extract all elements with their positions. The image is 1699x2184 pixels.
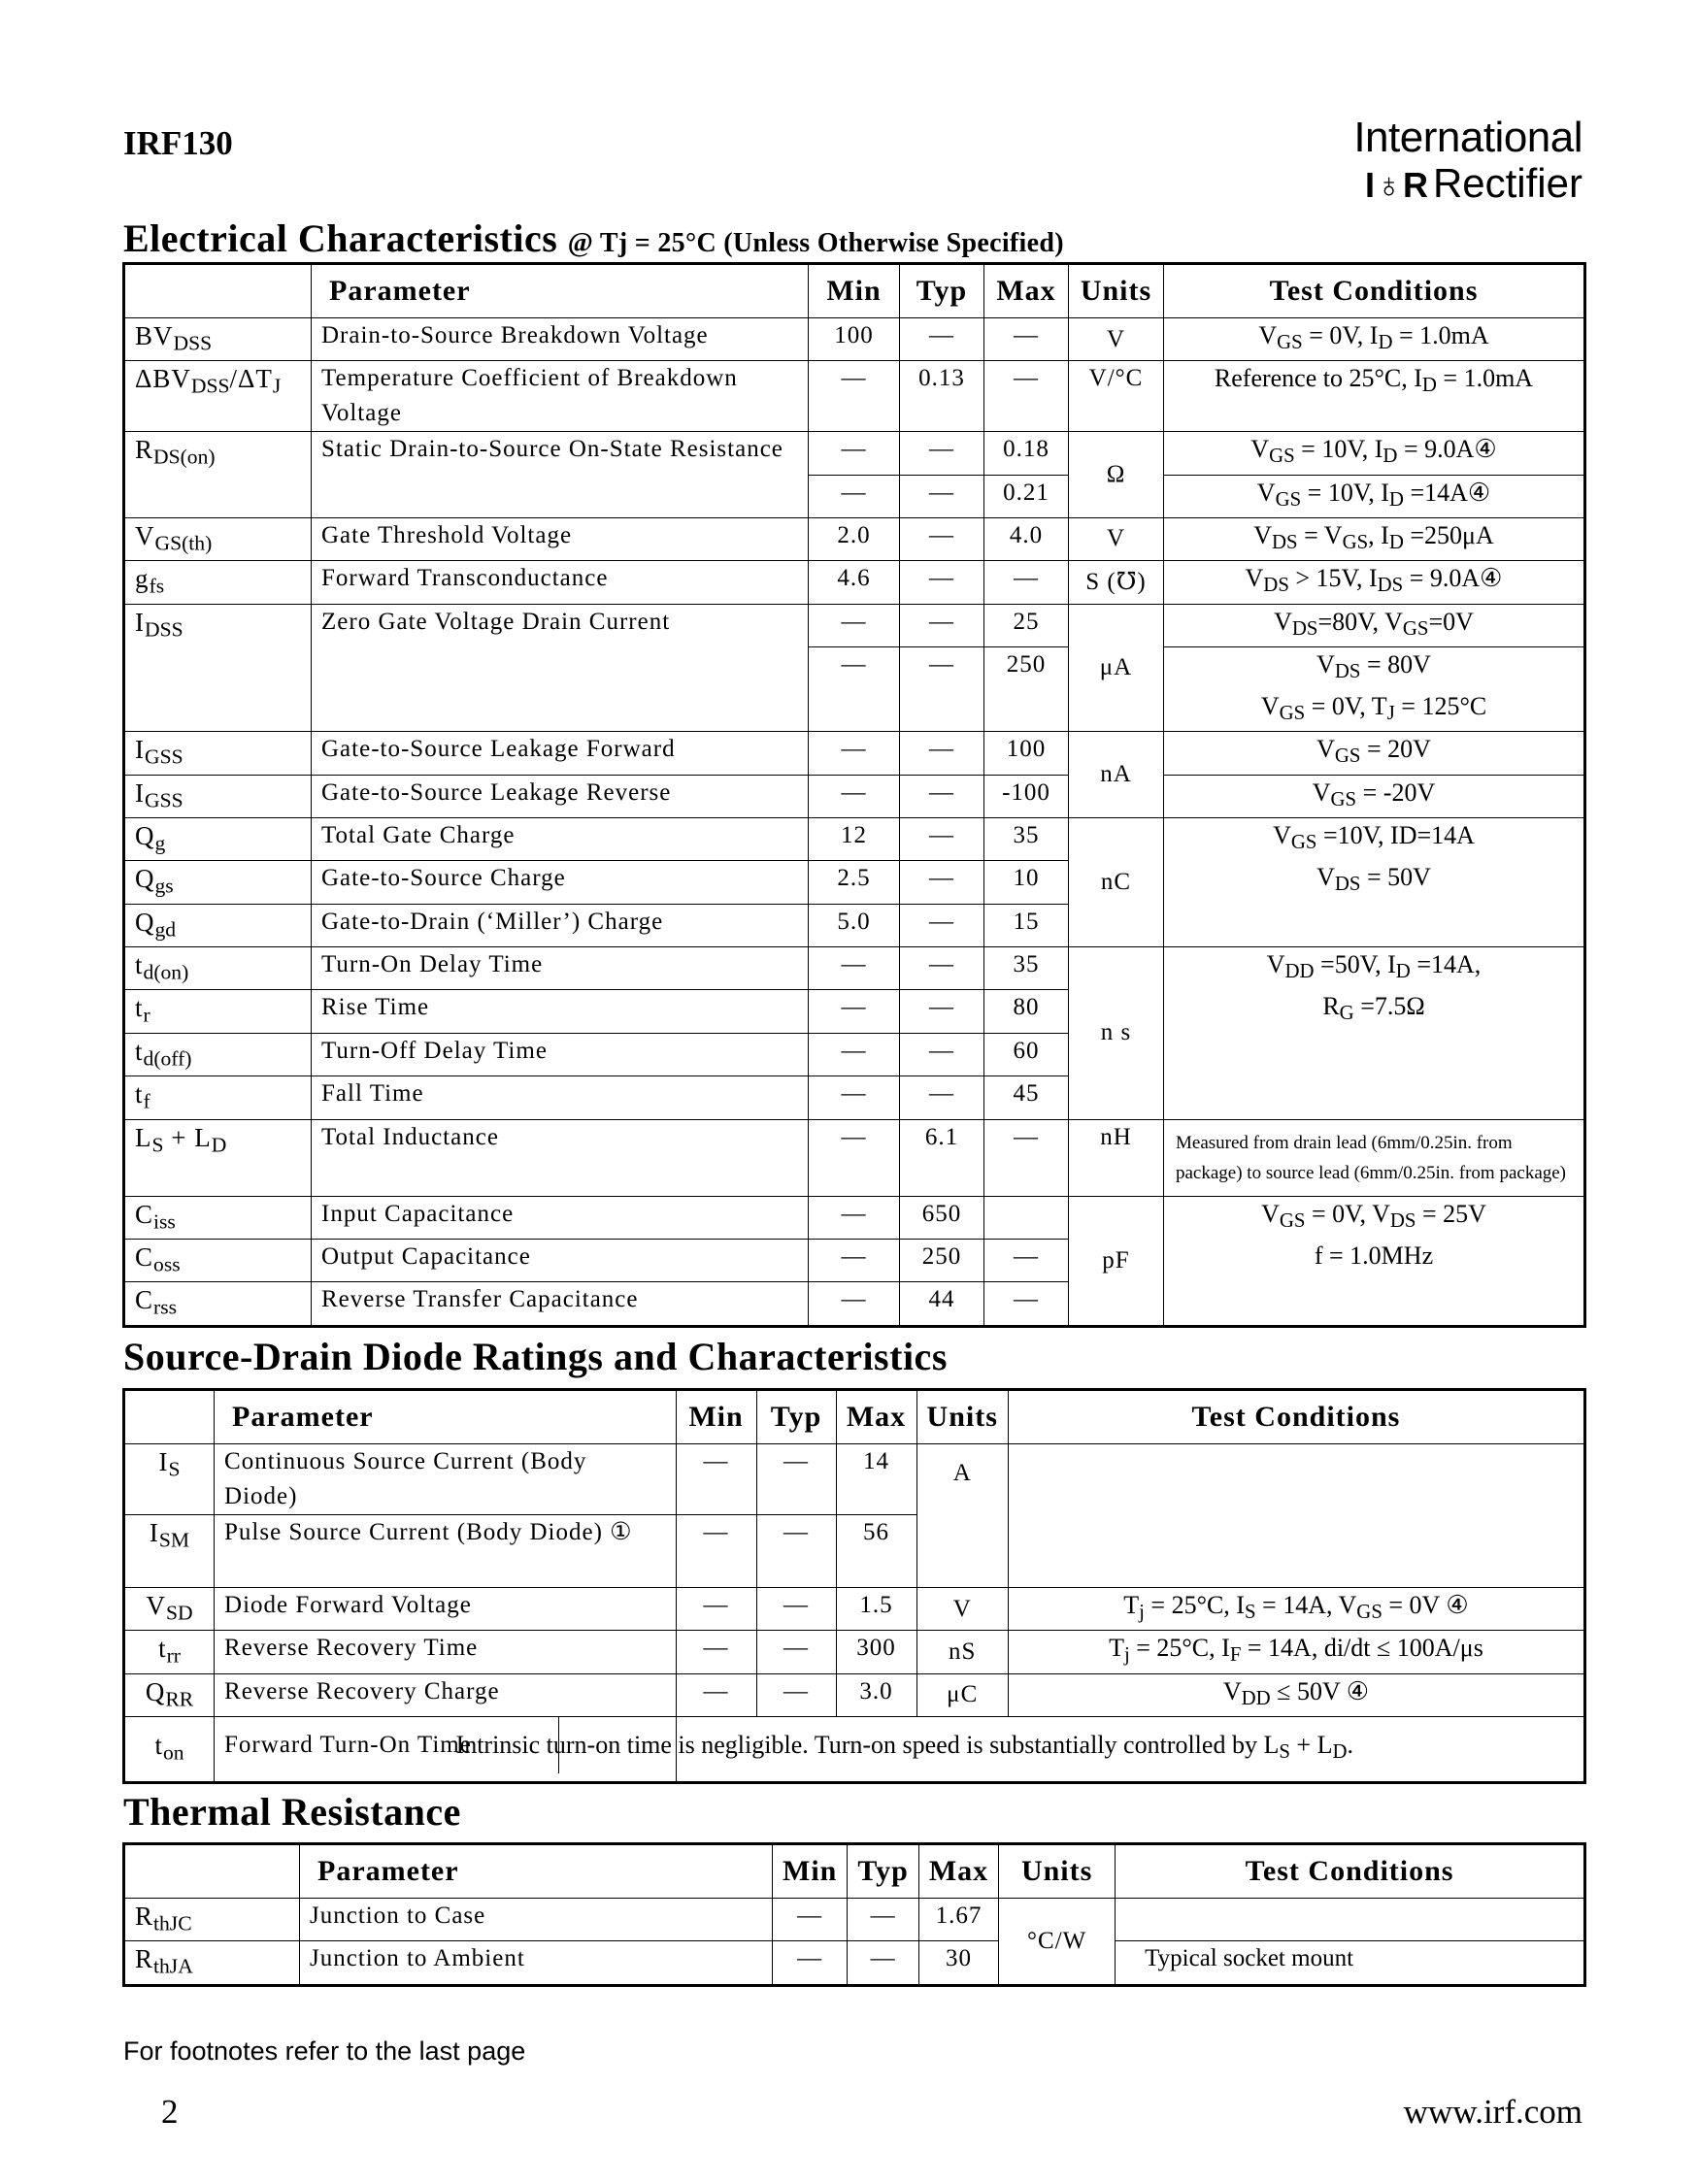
table-row: $Q_{gd}$ Gate-to-Drain (‘Miller’) Charge 5.0 — 15 [124, 904, 1585, 946]
ior-logo-icon: I♁R [1364, 165, 1429, 205]
table-row: $I_{GSS}$ Gate-to-Source Leakage Reverse — — -100 $V_{GS} = -20V$ [124, 775, 1585, 817]
table-row: $R_{thJA}$ Junction to Ambient — — 30 Typical socket mount [124, 1941, 1585, 1985]
company-logo [1353, 115, 1582, 208]
part-number: IRF130 [123, 124, 233, 162]
inductance-note: Measured from drain lead (6mm/0.25in. from package) to source lead (6mm/0.25in. from package) [1164, 1119, 1585, 1196]
table-row: $Q_g$ Total Gate Charge 12 — 35 nC $V_{GS} =10V$, ID=14A $V_{DS} = 50V$ [124, 817, 1585, 860]
thermal-table [122, 1842, 1586, 1987]
website-link[interactable]: www.irf.com [1403, 2093, 1582, 2131]
header-test-conditions: Test Conditions [1164, 264, 1585, 318]
table-header-row [124, 264, 1585, 318]
table-row: $t_r$ Rise Time — — 80 [124, 990, 1585, 1033]
table-row: $t_f$ Fall Time — — 45 [124, 1076, 1585, 1119]
table-row: $C_{rss}$ Reverse Transfer Capacitance — 44 — [124, 1282, 1585, 1326]
table-row: $L_S + L_D$ Total Inductance — 6.1 — nH Measured from drain lead (6mm/0.25in. from package) to source lead (6mm/0.25in. from package) [124, 1119, 1585, 1196]
electrical-title [123, 215, 1064, 261]
test-condition-cell: $V_{GS} = 0V$, $I_D = 1.0mA$ [1164, 318, 1585, 361]
table-header-row: Parameter Min Typ Max Units Test Conditions [124, 1844, 1585, 1899]
table-row: $I_S$ Continuous Source Current (Body Diode) — — 14 A [124, 1444, 1585, 1515]
table-row: $V_{GS(th)}$ Gate Threshold Voltage 2.0 — 4.0 V $V_{DS} = V_{GS}$, $I_D =250\mu A$ [124, 517, 1585, 560]
logo-line2 [1353, 161, 1582, 208]
table-row: $BV_{DSS}$ Drain-to-Source Breakdown Voltage 100 — — V $V_{GS} = 0V$, $I_D = 1.0mA$ [124, 318, 1585, 361]
header-parameter: Parameter [312, 264, 809, 318]
table-row: — — 0.21 $V_{GS} = 10V$, $I_D$ =14A④ [124, 475, 1585, 517]
logo-rectifier: Rectifier [1432, 160, 1582, 206]
electrical-condition: @ Tj = 25°C (Unless Otherwise Specified) [567, 228, 1064, 258]
diode-title: Source-Drain Diode Ratings and Characteristics [123, 1335, 948, 1378]
header-symbol [124, 264, 312, 318]
table-row: $Q_{gs}$ Gate-to-Source Charge 2.5 — 10 [124, 861, 1585, 904]
table-row: $R_{thJC}$ Junction to Case — — 1.67 °C/W [124, 1899, 1585, 1941]
table-row: $I_{GSS}$ Gate-to-Source Leakage Forward — — 100 nA $V_{GS} = 20V$ [124, 732, 1585, 775]
table-row: $\Delta BV_{DSS}/\Delta T_J$ Temperature Coefficient of Breakdown Voltage — 0.13 — V/°C Reference to 25°C, $I_D = 1.0mA$ [124, 361, 1585, 432]
table-row: $I_{SM}$ Pulse Source Current (Body Diode) ① — — 56 [124, 1515, 1585, 1588]
table-row: $t_{rr}$ Reverse Recovery Time — — 300 nS $T_j = 25^\circ C$, $I_F = 14A$, di/dt ≤ 100A/μs [124, 1631, 1585, 1673]
header-max: Max [984, 264, 1069, 318]
diode-table [122, 1388, 1586, 1784]
table-row: $g_{fs}$ Forward Transconductance 4.6 — — S (℧) $V_{DS} > 15V$, $I_{DS}$ = 9.0A④ [124, 561, 1585, 604]
page-number: 2 [161, 2093, 179, 2131]
header-units: Units [1069, 264, 1164, 318]
thermal-title: Thermal Resistance [123, 1790, 461, 1834]
table-row: $t_{on}$ Forward Turn-On Time Intrinsic turn-on time is negligible. Turn-on speed is substantially controlled by $L_S + L_D$. [124, 1717, 1585, 1782]
table-row: $Q_{RR}$ Reverse Recovery Charge — — 3.0 μC $V_{DD} \le 50V$ ④ [124, 1673, 1585, 1716]
table-row: $C_{oss}$ Output Capacitance — 250 — [124, 1240, 1585, 1282]
parameter-cell: Drain-to-Source Breakdown Voltage [312, 318, 809, 361]
logo-line1: International [1353, 114, 1582, 161]
turn-on-note: Intrinsic turn-on time is negligible. Turn-on speed is substantially controlled by $L_S + L_D$. [455, 1717, 1364, 1782]
table-row: $C_{iss}$ Input Capacitance — 650 pF $V_{GS} = 0V$, $V_{DS} = 25V$ f = 1.0MHz [124, 1196, 1585, 1239]
header-typ: Typ [900, 264, 984, 318]
footnote-reference: For footnotes refer to the last page [123, 2036, 526, 2066]
table-row: $t_{d(on)}$ Turn-On Delay Time — — 35 n s $V_{DD} =50V$, $I_D =14A$, $R_G =7.5\Omega$ [124, 947, 1585, 990]
table-row: $R_{DS(on)}$ Static Drain-to-Source On-State Resistance — — 0.18 Ω $V_{GS} = 10V$, $I_D$ = 9.0A④ [124, 432, 1585, 475]
header-min: Min [809, 264, 900, 318]
table-row: — — 250 $V_{DS} = 80V$ $V_{GS} = 0V$, $T_J = 125^\circ C$ [124, 646, 1585, 731]
table-row: $V_{SD}$ Diode Forward Voltage — — 1.5 V $T_j = 25^\circ C$, $I_S = 14A$, $V_{GS} = 0V$ ④ [124, 1588, 1585, 1631]
table-header-row: Parameter Min Typ Max Units Test Conditions [124, 1390, 1585, 1444]
table-row: $I_{DSS}$ Zero Gate Voltage Drain Current — — 25 μA $V_{DS}=80V$, $V_{GS}=0V$ [124, 604, 1585, 646]
electrical-table [122, 262, 1586, 1328]
table-row: $t_{d(off)}$ Turn-Off Delay Time — — 60 [124, 1033, 1585, 1075]
electrical-title-text: Electrical Characteristics [123, 216, 558, 260]
symbol-cell: $BV_{DSS}$ [124, 318, 312, 361]
